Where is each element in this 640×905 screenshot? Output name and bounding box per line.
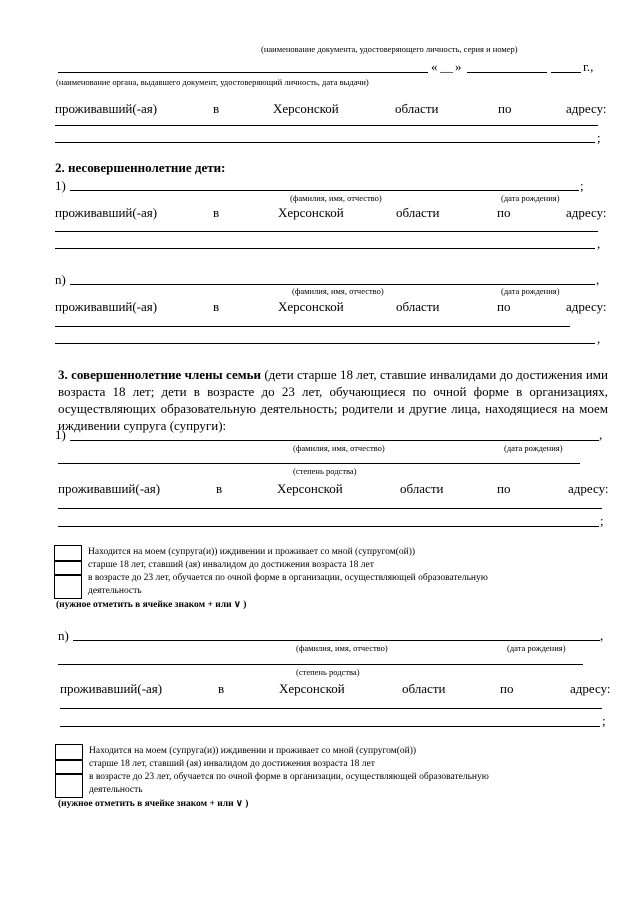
adult1-address-line-2[interactable] (58, 526, 599, 527)
in-label: в (213, 101, 220, 116)
minorn-address-label: адресу: (566, 299, 607, 314)
adult1-region-label: Херсонской (277, 481, 343, 496)
lived-label: проживавший(-ая) (55, 101, 158, 116)
address-line-1[interactable] (55, 125, 598, 126)
adultn-check-dependent[interactable] (55, 744, 83, 760)
minorn-address-end: , (597, 331, 601, 346)
minors-heading: 2. несовершеннолетние дети: (55, 160, 226, 175)
minorn-region-label: Херсонской (278, 299, 344, 314)
minorn-in-label: в (213, 299, 220, 314)
minor1-region-label: Херсонской (278, 205, 344, 220)
minor1-index: 1) (55, 178, 66, 193)
minorn-lived-label: проживавший(-ая) (55, 299, 158, 314)
minor1-fio-caption: (фамилия, имя, отчество) (290, 193, 382, 203)
minor1-birth-caption: (дата рождения) (501, 193, 560, 203)
address-end-semicolon: ; (597, 130, 601, 145)
adult1-check-student[interactable] (54, 575, 82, 599)
adult1-in-label: в (216, 481, 223, 496)
adultn-check-text-3: в возрасте до 23 лет, обучается по очной форме в организации, осуществляющей образовательную (89, 772, 489, 782)
adultn-address-end: ; (602, 713, 606, 728)
minor1-in-label: в (213, 205, 220, 220)
region-label: Херсонской (273, 101, 339, 116)
adult1-relation-caption: (степень родства) (293, 466, 357, 476)
address-label: адресу: (566, 101, 607, 116)
adultn-in-label: в (218, 681, 225, 696)
minor1-fio-line[interactable] (70, 190, 579, 191)
adult1-birth-caption: (дата рождения) (504, 443, 563, 453)
minor1-address-line-2[interactable] (55, 248, 595, 249)
adult1-relation-line[interactable] (58, 463, 580, 464)
date-year-line[interactable] (551, 72, 581, 73)
minorn-birth-caption: (дата рождения) (501, 286, 560, 296)
adultn-address-line-2[interactable] (60, 726, 600, 727)
adultn-end: , (600, 628, 604, 643)
address-line-2[interactable] (55, 142, 595, 143)
minorn-index: n) (55, 272, 66, 287)
adultn-birth-caption: (дата рождения) (507, 643, 566, 653)
adult1-check-disabled[interactable] (54, 561, 82, 575)
adults-intro (58, 366, 608, 434)
year-suffix: г., (583, 59, 594, 74)
adultn-check-note: (нужное отметить в ячейке знаком + или ∨ ) (58, 799, 249, 809)
adult1-check-text-3: в возрасте до 23 лет, обучается по очной форме в организации, осуществляющей образовательную (88, 573, 488, 583)
date-day-blank[interactable]: __ (440, 59, 453, 74)
adult1-check-dependent[interactable] (54, 545, 82, 561)
adultn-check-text-1: Находится на моем (супруга(и)) иждивении и проживает со мной (супругом(ой)) (89, 746, 417, 756)
adultn-relation-caption: (степень родства) (296, 667, 360, 677)
minorn-address-line-2[interactable] (55, 343, 595, 344)
adult1-fio-caption: (фамилия, имя, отчество) (293, 443, 385, 453)
adult1-check-note: (нужное отметить в ячейке знаком + или ∨ ) (56, 600, 247, 610)
minor1-lived-label: проживавший(-ая) (55, 205, 158, 220)
minorn-oblast-label: области (396, 299, 440, 314)
minorn-fio-caption: (фамилия, имя, отчество) (292, 286, 384, 296)
adult1-index: 1) (55, 427, 66, 442)
minorn-address-line-1[interactable] (55, 326, 570, 327)
adultn-index: n) (58, 628, 69, 643)
adult1-check-text-2: старше 18 лет, ставший (ая) инвалидом до достижения возраста 18 лет (88, 560, 374, 570)
adult1-address-label: адресу: (568, 481, 609, 496)
minor1-address-end: , (597, 236, 601, 251)
adultn-relation-line[interactable] (58, 664, 583, 665)
adult1-by-label: по (497, 481, 511, 496)
issuer-line[interactable] (58, 72, 428, 73)
minor1-address-line-1[interactable] (55, 231, 598, 232)
adult1-lived-label: проживавший(-ая) (58, 481, 161, 496)
adultn-address-label: адресу: (570, 681, 611, 696)
adult1-oblast-label: области (400, 481, 444, 496)
minor1-by-label: по (497, 205, 511, 220)
minor1-address-label: адресу: (566, 205, 607, 220)
doc-caption: (наименование документа, удостоверяющего личность, серия и номер) (261, 44, 518, 54)
adult1-check-text-1: Находится на моем (супруга(и)) иждивении и проживает со мной (супругом(ой)) (88, 547, 416, 557)
adult1-check-text-4: деятельность (88, 586, 142, 596)
minor1-oblast-label: области (396, 205, 440, 220)
date-month-line[interactable] (467, 72, 547, 73)
adult1-end: , (599, 427, 603, 442)
adultn-region-label: Херсонской (279, 681, 345, 696)
adult1-address-line-1[interactable] (58, 508, 602, 509)
adults-heading: 3. совершеннолетние члены семьи (58, 367, 261, 382)
adultn-check-disabled[interactable] (55, 760, 83, 774)
minorn-end: , (596, 272, 600, 287)
adultn-check-text-4: деятельность (89, 785, 143, 795)
date-open-quote: « (431, 59, 438, 74)
adultn-lived-label: проживавший(-ая) (60, 681, 163, 696)
adultn-check-text-2: старше 18 лет, ставший (ая) инвалидом до достижения возраста 18 лет (89, 759, 375, 769)
minor1-end: ; (580, 178, 584, 193)
oblast-label: области (395, 101, 439, 116)
adults-heading-rest: (дети старше 18 лет, ставшие инвалидами до достижения ими возраста 18 лет; дети в возрасте до 23 лет, обучающиеся по очной форме в организациях, осуществляющих образовательную деятельность; родители и другие лица, находящиеся на моем иждивении супруга (супруги): (58, 367, 608, 433)
adult1-fio-line[interactable] (70, 440, 599, 441)
adultn-oblast-label: области (402, 681, 446, 696)
issuer-caption: (наименование органа, выдавшего документ, удостоверяющий личность, дата выдачи) (56, 77, 369, 87)
adultn-fio-caption: (фамилия, имя, отчество) (296, 643, 388, 653)
minorn-by-label: по (497, 299, 511, 314)
adultn-fio-line[interactable] (73, 640, 600, 641)
adultn-by-label: по (500, 681, 514, 696)
by-label: по (498, 101, 512, 116)
date-close-quote: » (455, 59, 462, 74)
adult1-address-end: ; (600, 513, 604, 528)
adultn-address-line-1[interactable] (60, 708, 602, 709)
minorn-fio-line[interactable] (70, 284, 595, 285)
adultn-check-student[interactable] (55, 774, 83, 798)
